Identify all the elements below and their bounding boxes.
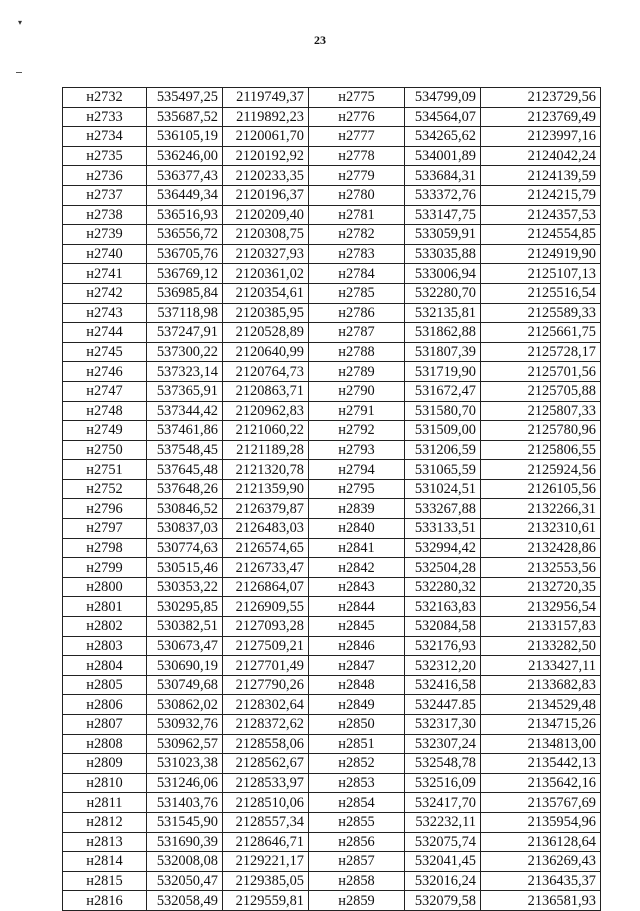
table-row [63, 597, 601, 617]
table-row [63, 773, 601, 793]
point-id-cell: н2855 [309, 812, 405, 832]
point-id-cell: н2845 [309, 617, 405, 637]
x-coordinate-cell: 530690,19 [147, 656, 223, 676]
scan-dash [16, 72, 22, 73]
y-coordinate-cell: 2126733,47 [223, 558, 309, 578]
table-row [63, 479, 601, 499]
point-id-cell: н2780 [309, 185, 405, 205]
y-coordinate-cell: 2133157,83 [481, 617, 601, 637]
x-coordinate-cell: 530673,47 [147, 636, 223, 656]
y-coordinate-cell: 2126105,56 [481, 479, 601, 499]
point-id-cell: н2741 [63, 264, 147, 284]
y-coordinate-cell: 2129221,17 [223, 852, 309, 872]
y-coordinate-cell: 2121320,78 [223, 460, 309, 480]
y-coordinate-cell: 2123769,49 [481, 107, 601, 127]
x-coordinate-cell: 530749,68 [147, 675, 223, 695]
y-coordinate-cell: 2132720,35 [481, 577, 601, 597]
point-id-cell: н2791 [309, 401, 405, 421]
point-id-cell: н2848 [309, 675, 405, 695]
point-id-cell: н2776 [309, 107, 405, 127]
table-row [63, 107, 601, 127]
point-id-cell: н2815 [63, 871, 147, 891]
point-id-cell: н2781 [309, 205, 405, 225]
table-row [63, 88, 601, 108]
y-coordinate-cell: 2128646,71 [223, 832, 309, 852]
table-body [63, 88, 601, 911]
y-coordinate-cell: 2128302,64 [223, 695, 309, 715]
x-coordinate-cell: 534799,09 [405, 88, 481, 108]
table-row [63, 460, 601, 480]
table-row [63, 283, 601, 303]
x-coordinate-cell: 531690,39 [147, 832, 223, 852]
x-coordinate-cell: 532307,24 [405, 734, 481, 754]
point-id-cell: н2740 [63, 244, 147, 264]
point-id-cell: н2798 [63, 538, 147, 558]
x-coordinate-cell: 530382,51 [147, 617, 223, 637]
y-coordinate-cell: 2132428,86 [481, 538, 601, 558]
point-id-cell: н2811 [63, 793, 147, 813]
point-id-cell: н2732 [63, 88, 147, 108]
x-coordinate-cell: 535687,52 [147, 107, 223, 127]
point-id-cell: н2840 [309, 519, 405, 539]
y-coordinate-cell: 2125701,56 [481, 362, 601, 382]
point-id-cell: н2851 [309, 734, 405, 754]
y-coordinate-cell: 2125806,55 [481, 440, 601, 460]
table-row [63, 538, 601, 558]
x-coordinate-cell: 535497,25 [147, 88, 223, 108]
y-coordinate-cell: 2125807,33 [481, 401, 601, 421]
scan-mark: ▾ [18, 18, 23, 27]
x-coordinate-cell: 530515,46 [147, 558, 223, 578]
y-coordinate-cell: 2125661,75 [481, 323, 601, 343]
y-coordinate-cell: 2125516,54 [481, 283, 601, 303]
y-coordinate-cell: 2120327,93 [223, 244, 309, 264]
y-coordinate-cell: 2126379,87 [223, 499, 309, 519]
y-coordinate-cell: 2126483,03 [223, 519, 309, 539]
table-row [63, 852, 601, 872]
y-coordinate-cell: 2125589,33 [481, 303, 601, 323]
point-id-cell: н2850 [309, 715, 405, 735]
table-row [63, 244, 601, 264]
x-coordinate-cell: 532417,70 [405, 793, 481, 813]
point-id-cell: н2738 [63, 205, 147, 225]
table-row [63, 362, 601, 382]
y-coordinate-cell: 2134529,48 [481, 695, 601, 715]
point-id-cell: н2801 [63, 597, 147, 617]
x-coordinate-cell: 531545,90 [147, 812, 223, 832]
x-coordinate-cell: 530353,22 [147, 577, 223, 597]
x-coordinate-cell: 536377,43 [147, 166, 223, 186]
y-coordinate-cell: 2136128,64 [481, 832, 601, 852]
point-id-cell: н2790 [309, 381, 405, 401]
y-coordinate-cell: 2123729,56 [481, 88, 601, 108]
point-id-cell: н2733 [63, 107, 147, 127]
point-id-cell: н2749 [63, 421, 147, 441]
x-coordinate-cell: 531403,76 [147, 793, 223, 813]
y-coordinate-cell: 2124139,59 [481, 166, 601, 186]
y-coordinate-cell: 2124554,85 [481, 225, 601, 245]
point-id-cell: н2745 [63, 342, 147, 362]
y-coordinate-cell: 2119892,23 [223, 107, 309, 127]
point-id-cell: н2743 [63, 303, 147, 323]
y-coordinate-cell: 2133682,83 [481, 675, 601, 695]
x-coordinate-cell: 530932,76 [147, 715, 223, 735]
x-coordinate-cell: 536449,34 [147, 185, 223, 205]
x-coordinate-cell: 531580,70 [405, 401, 481, 421]
x-coordinate-cell: 530862,02 [147, 695, 223, 715]
point-id-cell: н2785 [309, 283, 405, 303]
table-row [63, 401, 601, 421]
x-coordinate-cell: 537118,98 [147, 303, 223, 323]
x-coordinate-cell: 531719,90 [405, 362, 481, 382]
x-coordinate-cell: 531672,47 [405, 381, 481, 401]
x-coordinate-cell: 533372,76 [405, 185, 481, 205]
y-coordinate-cell: 2132266,31 [481, 499, 601, 519]
point-id-cell: н2742 [63, 283, 147, 303]
table-row [63, 205, 601, 225]
table-row [63, 440, 601, 460]
x-coordinate-cell: 532008,08 [147, 852, 223, 872]
point-id-cell: н2807 [63, 715, 147, 735]
point-id-cell: н2750 [63, 440, 147, 460]
point-id-cell: н2800 [63, 577, 147, 597]
point-id-cell: н2746 [63, 362, 147, 382]
y-coordinate-cell: 2120209,40 [223, 205, 309, 225]
y-coordinate-cell: 2135442,13 [481, 754, 601, 774]
point-id-cell: н2841 [309, 538, 405, 558]
point-id-cell: н2789 [309, 362, 405, 382]
x-coordinate-cell: 537461,86 [147, 421, 223, 441]
table-row [63, 303, 601, 323]
table-row [63, 793, 601, 813]
y-coordinate-cell: 2129559,81 [223, 891, 309, 911]
x-coordinate-cell: 531862,88 [405, 323, 481, 343]
y-coordinate-cell: 2125924,56 [481, 460, 601, 480]
point-id-cell: н2856 [309, 832, 405, 852]
point-id-cell: н2748 [63, 401, 147, 421]
table-row [63, 558, 601, 578]
x-coordinate-cell: 532232,11 [405, 812, 481, 832]
x-coordinate-cell: 531065,59 [405, 460, 481, 480]
y-coordinate-cell: 2134715,26 [481, 715, 601, 735]
x-coordinate-cell: 532280,70 [405, 283, 481, 303]
point-id-cell: н2849 [309, 695, 405, 715]
y-coordinate-cell: 2135767,69 [481, 793, 601, 813]
x-coordinate-cell: 530962,57 [147, 734, 223, 754]
x-coordinate-cell: 536246,00 [147, 146, 223, 166]
y-coordinate-cell: 2127790,26 [223, 675, 309, 695]
point-id-cell: н2812 [63, 812, 147, 832]
point-id-cell: н2852 [309, 754, 405, 774]
point-id-cell: н2734 [63, 127, 147, 147]
point-id-cell: н2779 [309, 166, 405, 186]
x-coordinate-cell: 532516,09 [405, 773, 481, 793]
y-coordinate-cell: 2135954,96 [481, 812, 601, 832]
y-coordinate-cell: 2120528,89 [223, 323, 309, 343]
table-row [63, 695, 601, 715]
y-coordinate-cell: 2120962,83 [223, 401, 309, 421]
table-row [63, 185, 601, 205]
x-coordinate-cell: 536105,19 [147, 127, 223, 147]
point-id-cell: н2787 [309, 323, 405, 343]
y-coordinate-cell: 2132553,56 [481, 558, 601, 578]
point-id-cell: н2806 [63, 695, 147, 715]
y-coordinate-cell: 2120640,99 [223, 342, 309, 362]
x-coordinate-cell: 533267,88 [405, 499, 481, 519]
x-coordinate-cell: 537548,45 [147, 440, 223, 460]
x-coordinate-cell: 531509,00 [405, 421, 481, 441]
x-coordinate-cell: 533147,75 [405, 205, 481, 225]
x-coordinate-cell: 533006,94 [405, 264, 481, 284]
x-coordinate-cell: 530774,63 [147, 538, 223, 558]
page-number: 23 [314, 33, 326, 47]
y-coordinate-cell: 2121189,28 [223, 440, 309, 460]
x-coordinate-cell: 537365,91 [147, 381, 223, 401]
x-coordinate-cell: 532084,58 [405, 617, 481, 637]
x-coordinate-cell: 531246,06 [147, 773, 223, 793]
y-coordinate-cell: 2125705,88 [481, 381, 601, 401]
table-row [63, 656, 601, 676]
table-row [63, 323, 601, 343]
y-coordinate-cell: 2128533,97 [223, 773, 309, 793]
table-row [63, 166, 601, 186]
point-id-cell: н2795 [309, 479, 405, 499]
point-id-cell: н2814 [63, 852, 147, 872]
y-coordinate-cell: 2119749,37 [223, 88, 309, 108]
x-coordinate-cell: 532312,20 [405, 656, 481, 676]
table-row [63, 264, 601, 284]
point-id-cell: н2810 [63, 773, 147, 793]
x-coordinate-cell: 533133,51 [405, 519, 481, 539]
coordinates-table [62, 87, 601, 911]
y-coordinate-cell: 2120361,02 [223, 264, 309, 284]
x-coordinate-cell: 530846,52 [147, 499, 223, 519]
point-id-cell: н2803 [63, 636, 147, 656]
point-id-cell: н2784 [309, 264, 405, 284]
table-row [63, 519, 601, 539]
point-id-cell: н2799 [63, 558, 147, 578]
x-coordinate-cell: 537300,22 [147, 342, 223, 362]
point-id-cell: н2794 [309, 460, 405, 480]
x-coordinate-cell: 532317,30 [405, 715, 481, 735]
x-coordinate-cell: 532280,32 [405, 577, 481, 597]
y-coordinate-cell: 2124357,53 [481, 205, 601, 225]
point-id-cell: н2747 [63, 381, 147, 401]
point-id-cell: н2857 [309, 852, 405, 872]
x-coordinate-cell: 531024,51 [405, 479, 481, 499]
y-coordinate-cell: 2129385,05 [223, 871, 309, 891]
x-coordinate-cell: 532548,78 [405, 754, 481, 774]
table-row [63, 577, 601, 597]
point-id-cell: н2804 [63, 656, 147, 676]
x-coordinate-cell: 532447.85 [405, 695, 481, 715]
x-coordinate-cell: 536516,93 [147, 205, 223, 225]
x-coordinate-cell: 532176,93 [405, 636, 481, 656]
table-row [63, 381, 601, 401]
x-coordinate-cell: 533684,31 [405, 166, 481, 186]
table-row [63, 342, 601, 362]
x-coordinate-cell: 537645,48 [147, 460, 223, 480]
x-coordinate-cell: 532041,45 [405, 852, 481, 872]
x-coordinate-cell: 532504,28 [405, 558, 481, 578]
point-id-cell: н2805 [63, 675, 147, 695]
y-coordinate-cell: 2124215,79 [481, 185, 601, 205]
table-row [63, 421, 601, 441]
y-coordinate-cell: 2120196,37 [223, 185, 309, 205]
x-coordinate-cell: 533059,91 [405, 225, 481, 245]
y-coordinate-cell: 2126864,07 [223, 577, 309, 597]
y-coordinate-cell: 2127701,49 [223, 656, 309, 676]
table-row [63, 636, 601, 656]
x-coordinate-cell: 537648,26 [147, 479, 223, 499]
y-coordinate-cell: 2128562,67 [223, 754, 309, 774]
point-id-cell: н2782 [309, 225, 405, 245]
point-id-cell: н2752 [63, 479, 147, 499]
y-coordinate-cell: 2126909,55 [223, 597, 309, 617]
x-coordinate-cell: 532163,83 [405, 597, 481, 617]
x-coordinate-cell: 531807,39 [405, 342, 481, 362]
point-id-cell: н2797 [63, 519, 147, 539]
x-coordinate-cell: 534001,89 [405, 146, 481, 166]
point-id-cell: н2786 [309, 303, 405, 323]
point-id-cell: н2854 [309, 793, 405, 813]
table-row [63, 715, 601, 735]
y-coordinate-cell: 2120061,70 [223, 127, 309, 147]
point-id-cell: н2775 [309, 88, 405, 108]
table-row [63, 225, 601, 245]
y-coordinate-cell: 2128558,06 [223, 734, 309, 754]
table-row [63, 832, 601, 852]
y-coordinate-cell: 2121359,90 [223, 479, 309, 499]
y-coordinate-cell: 2121060,22 [223, 421, 309, 441]
table-row [63, 871, 601, 891]
point-id-cell: н2739 [63, 225, 147, 245]
point-id-cell: н2847 [309, 656, 405, 676]
point-id-cell: н2735 [63, 146, 147, 166]
point-id-cell: н2816 [63, 891, 147, 911]
x-coordinate-cell: 533035,88 [405, 244, 481, 264]
point-id-cell: н2813 [63, 832, 147, 852]
y-coordinate-cell: 2124919,90 [481, 244, 601, 264]
x-coordinate-cell: 536769,12 [147, 264, 223, 284]
table-row [63, 675, 601, 695]
y-coordinate-cell: 2136435,37 [481, 871, 601, 891]
y-coordinate-cell: 2124042,24 [481, 146, 601, 166]
point-id-cell: н2808 [63, 734, 147, 754]
point-id-cell: н2751 [63, 460, 147, 480]
y-coordinate-cell: 2125107,13 [481, 264, 601, 284]
point-id-cell: н2809 [63, 754, 147, 774]
point-id-cell: н2796 [63, 499, 147, 519]
point-id-cell: н2843 [309, 577, 405, 597]
y-coordinate-cell: 2125728,17 [481, 342, 601, 362]
point-id-cell: н2783 [309, 244, 405, 264]
x-coordinate-cell: 534265,62 [405, 127, 481, 147]
y-coordinate-cell: 2123997,16 [481, 127, 601, 147]
point-id-cell: н2788 [309, 342, 405, 362]
x-coordinate-cell: 532050,47 [147, 871, 223, 891]
x-coordinate-cell: 537323,14 [147, 362, 223, 382]
y-coordinate-cell: 2128557,34 [223, 812, 309, 832]
point-id-cell: н2793 [309, 440, 405, 460]
point-id-cell: н2858 [309, 871, 405, 891]
point-id-cell: н2744 [63, 323, 147, 343]
table-row [63, 754, 601, 774]
y-coordinate-cell: 2132956,54 [481, 597, 601, 617]
y-coordinate-cell: 2135642,16 [481, 773, 601, 793]
y-coordinate-cell: 2133427,11 [481, 656, 601, 676]
y-coordinate-cell: 2125780,96 [481, 421, 601, 441]
table-row [63, 891, 601, 911]
y-coordinate-cell: 2120308,75 [223, 225, 309, 245]
y-coordinate-cell: 2120385,95 [223, 303, 309, 323]
table-row [63, 617, 601, 637]
y-coordinate-cell: 2127093,28 [223, 617, 309, 637]
x-coordinate-cell: 532135,81 [405, 303, 481, 323]
table-row [63, 812, 601, 832]
y-coordinate-cell: 2132310,61 [481, 519, 601, 539]
y-coordinate-cell: 2136581,93 [481, 891, 601, 911]
point-id-cell: н2846 [309, 636, 405, 656]
y-coordinate-cell: 2120192,92 [223, 146, 309, 166]
point-id-cell: н2802 [63, 617, 147, 637]
point-id-cell: н2853 [309, 773, 405, 793]
x-coordinate-cell: 531023,38 [147, 754, 223, 774]
point-id-cell: н2778 [309, 146, 405, 166]
point-id-cell: н2792 [309, 421, 405, 441]
point-id-cell: н2777 [309, 127, 405, 147]
x-coordinate-cell: 532058,49 [147, 891, 223, 911]
y-coordinate-cell: 2126574,65 [223, 538, 309, 558]
point-id-cell: н2844 [309, 597, 405, 617]
y-coordinate-cell: 2120863,71 [223, 381, 309, 401]
x-coordinate-cell: 534564,07 [405, 107, 481, 127]
point-id-cell: н2839 [309, 499, 405, 519]
x-coordinate-cell: 537344,42 [147, 401, 223, 421]
y-coordinate-cell: 2127509,21 [223, 636, 309, 656]
x-coordinate-cell: 532994,42 [405, 538, 481, 558]
table-row [63, 499, 601, 519]
x-coordinate-cell: 536705,76 [147, 244, 223, 264]
point-id-cell: н2842 [309, 558, 405, 578]
y-coordinate-cell: 2120233,35 [223, 166, 309, 186]
x-coordinate-cell: 532075,74 [405, 832, 481, 852]
y-coordinate-cell: 2128510,06 [223, 793, 309, 813]
point-id-cell: н2736 [63, 166, 147, 186]
y-coordinate-cell: 2134813,00 [481, 734, 601, 754]
table-row [63, 734, 601, 754]
x-coordinate-cell: 536556,72 [147, 225, 223, 245]
x-coordinate-cell: 536985,84 [147, 283, 223, 303]
x-coordinate-cell: 537247,91 [147, 323, 223, 343]
x-coordinate-cell: 532016,24 [405, 871, 481, 891]
table-row [63, 146, 601, 166]
y-coordinate-cell: 2128372,62 [223, 715, 309, 735]
x-coordinate-cell: 532079,58 [405, 891, 481, 911]
y-coordinate-cell: 2120354,61 [223, 283, 309, 303]
point-id-cell: н2859 [309, 891, 405, 911]
y-coordinate-cell: 2136269,43 [481, 852, 601, 872]
y-coordinate-cell: 2133282,50 [481, 636, 601, 656]
x-coordinate-cell: 531206,59 [405, 440, 481, 460]
table-row [63, 127, 601, 147]
y-coordinate-cell: 2120764,73 [223, 362, 309, 382]
x-coordinate-cell: 530295,85 [147, 597, 223, 617]
x-coordinate-cell: 532416,58 [405, 675, 481, 695]
point-id-cell: н2737 [63, 185, 147, 205]
x-coordinate-cell: 530837,03 [147, 519, 223, 539]
